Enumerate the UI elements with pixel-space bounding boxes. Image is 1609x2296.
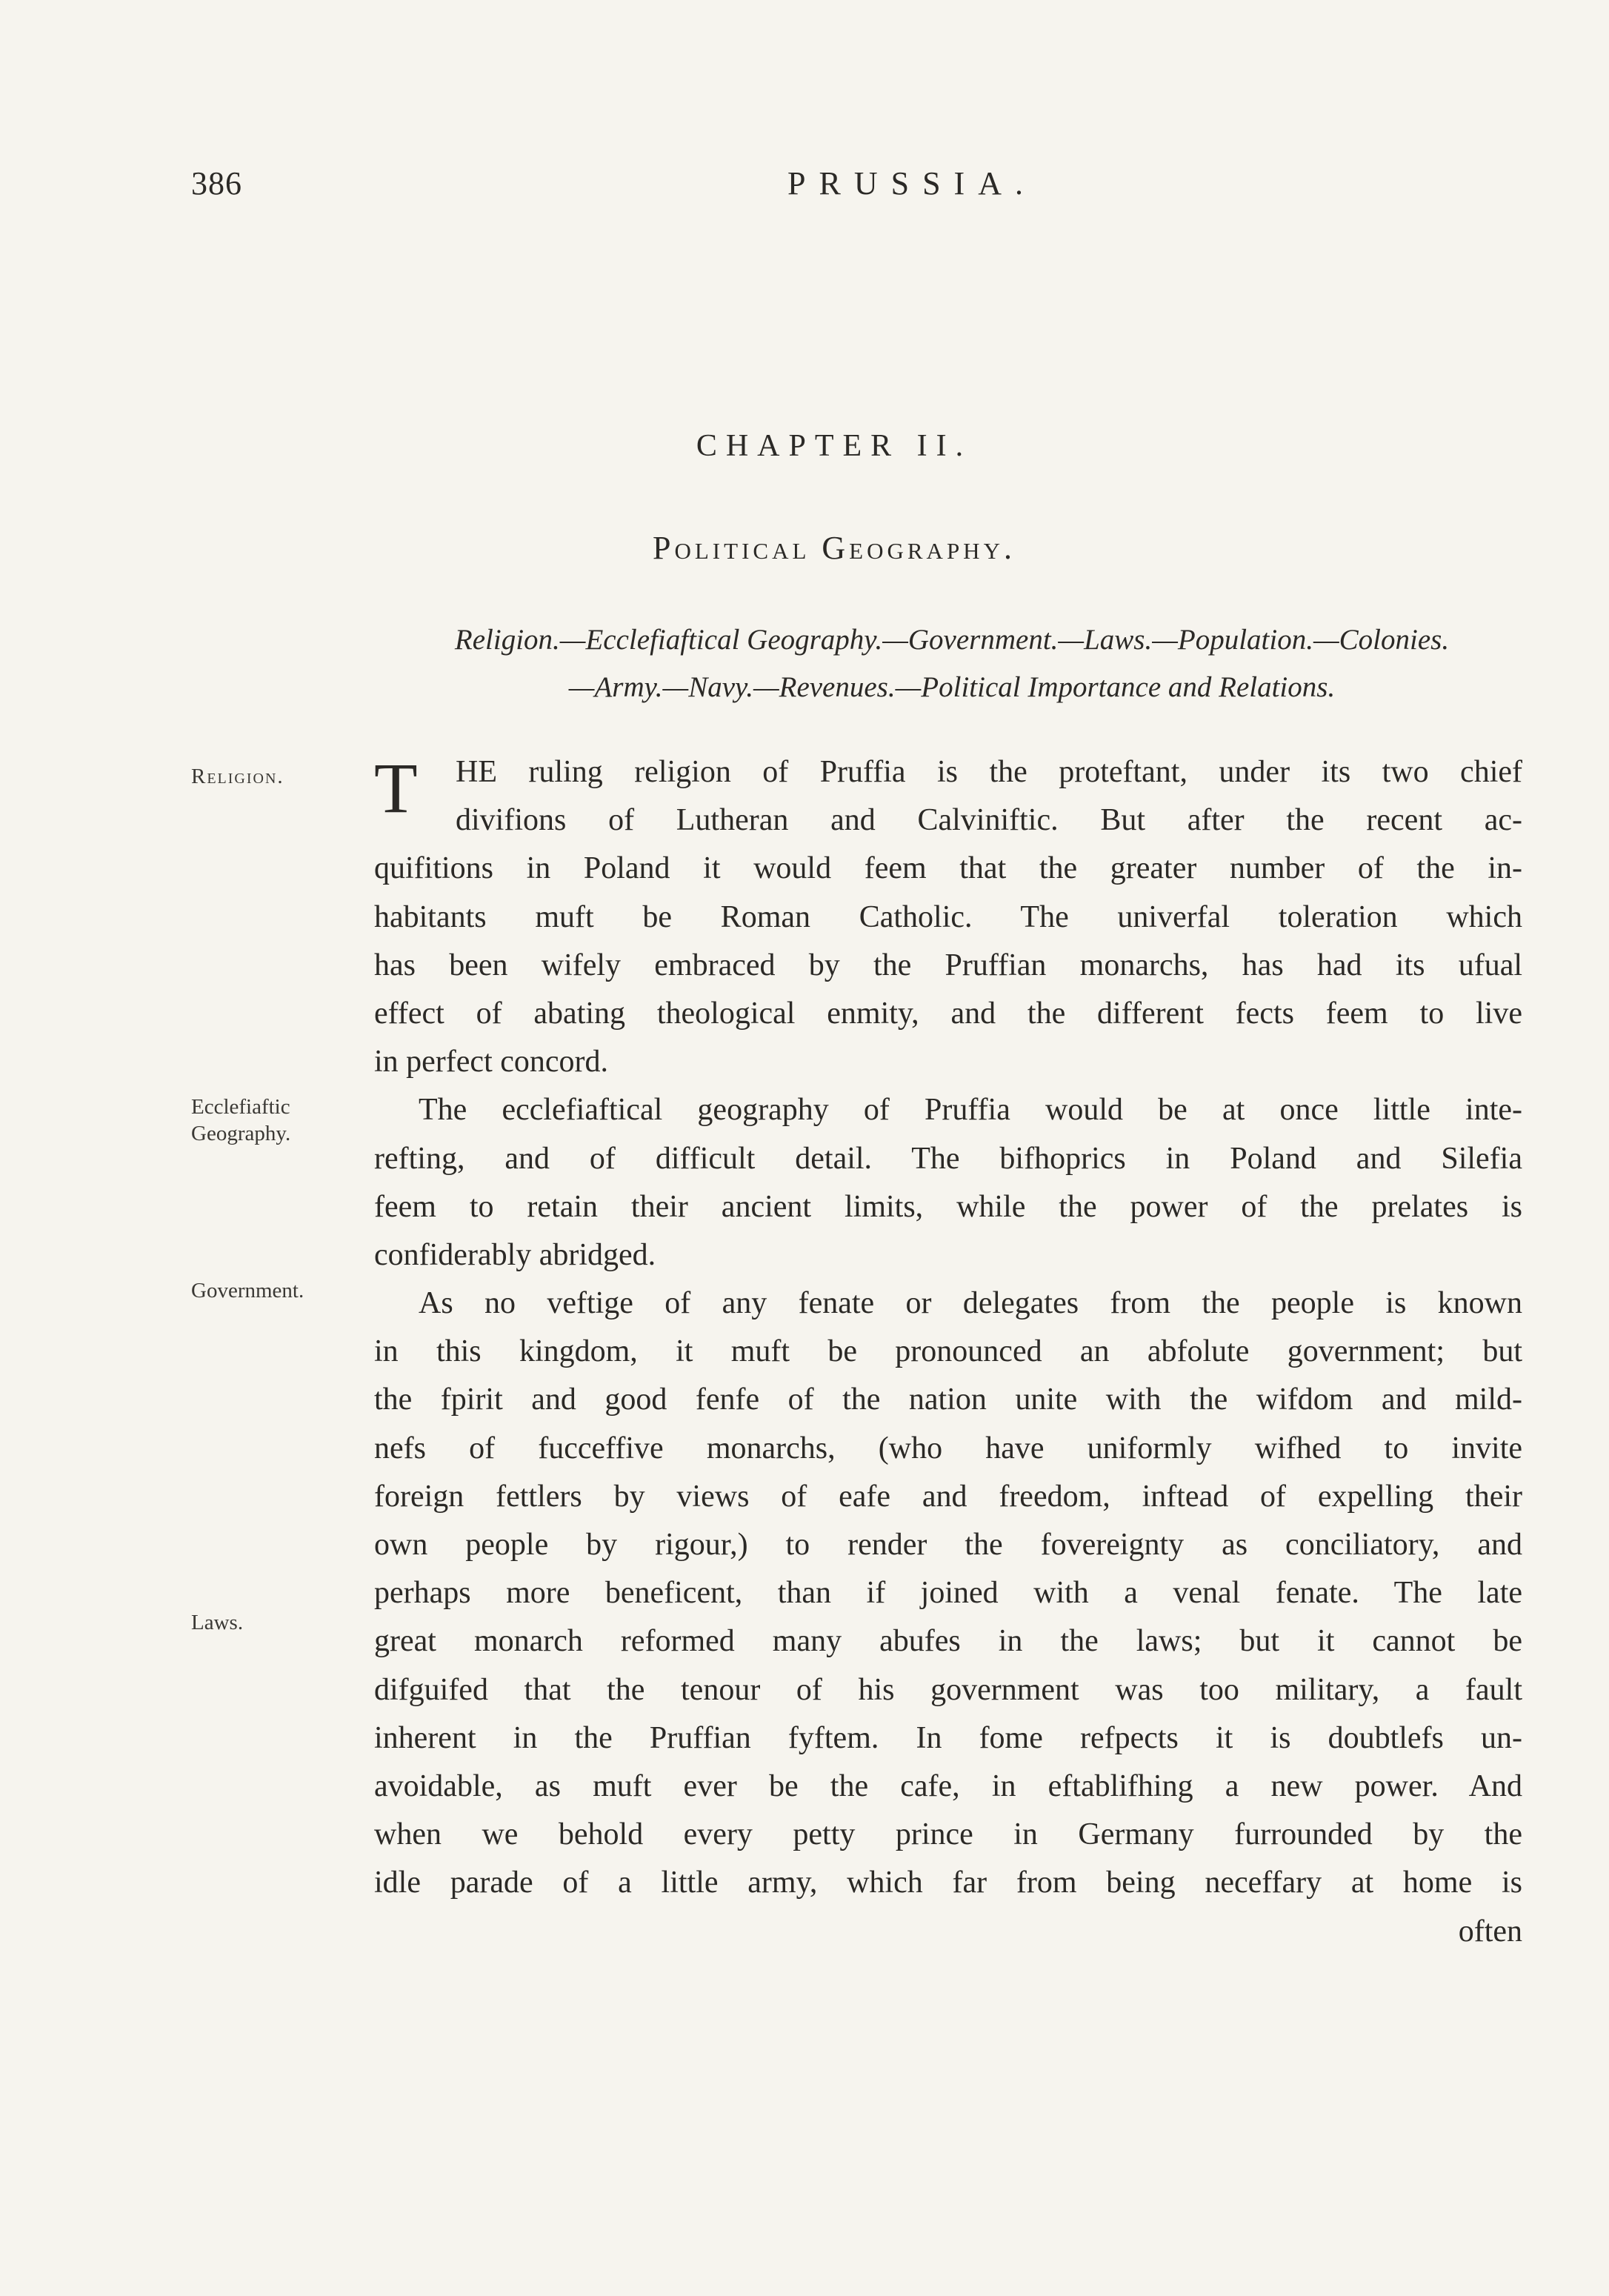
margin-note-religion: Religion. <box>191 765 284 788</box>
text-line: when we behold every petty prince in Germany furrounded by the <box>374 1817 1522 1852</box>
text-line: foreign fettlers by views of eafe and freedom, inftead of expelling their <box>374 1479 1522 1514</box>
text-line: As no veftige of any fenate or delegates from the people is known <box>419 1286 1522 1321</box>
text-line: quifitions in Poland it would feem that the greater number of the in- <box>374 851 1522 886</box>
text-line: effect of abating theological enmity, and the different fects feem to live <box>374 996 1522 1031</box>
text-line: difguifed that the tenour of his government was too military, a fault <box>374 1672 1522 1707</box>
section-title: Political Geography. <box>653 530 1016 566</box>
body-text <box>374 748 1522 1956</box>
text-line: HE ruling religion of Pruffia is the proteftant, under its two chief <box>456 755 1522 789</box>
margin-note-line: Ecclefiaftic <box>191 1095 290 1119</box>
margin-note-government: Government. <box>191 1279 304 1302</box>
text-line: avoidable, as muft ever be the cafe, in eftablifhing a new power. And <box>374 1768 1522 1803</box>
drop-cap: T <box>374 748 418 828</box>
contents-line: —Army.—Navy.—Revenues.—Political Importance and Relations. <box>568 671 1336 703</box>
text-line: in perfect concord. <box>374 1045 609 1079</box>
text-line: feem to retain their ancient limits, while the power of the prelates is <box>374 1189 1522 1224</box>
text-line: nefs of fucceffive monarchs, (who have uniformly wifhed to invite <box>374 1431 1522 1465</box>
text-line: inherent in the Pruffian fyftem. In fome refpects it is doubtlefs un- <box>374 1720 1522 1755</box>
text-line: The ecclefiaftical geography of Pruffia would be at once little inte- <box>419 1093 1522 1128</box>
chapter-heading: CHAPTER II. <box>696 429 973 463</box>
page-number: 386 <box>191 165 242 202</box>
catchword: often <box>1458 1914 1522 1949</box>
text-line: the fpirit and good fenfe of the nation unite with the wifdom and mild- <box>374 1382 1522 1417</box>
page-header <box>191 164 1525 216</box>
running-title: PRUSSIA. <box>787 165 1036 202</box>
text-line: confiderably abridged. <box>374 1237 656 1272</box>
text-line: divifions of Lutheran and Calviniftic. But after the recent ac- <box>456 803 1522 838</box>
text-line: great monarch reformed many abufes in the laws; but it cannot be <box>374 1624 1522 1659</box>
margin-note-ecclesiastic-geography <box>191 1094 369 1147</box>
text-line: idle parade of a little army, which far from being neceffary at home is <box>374 1866 1522 1900</box>
text-line: has been wifely embraced by the Pruffian monarchs, has had its ufual <box>374 948 1522 982</box>
margin-note-laws: Laws. <box>191 1611 244 1634</box>
text-line: habitants muft be Roman Catholic. The univerfal toleration which <box>374 899 1522 934</box>
contents-line: Religion.—Ecclefiaftical Geography.—Government.—Laws.—Population.—Colonies. <box>454 624 1450 656</box>
chapter-contents <box>374 616 1530 711</box>
text-line: in this kingdom, it muft be pronounced an abfolute government; but <box>374 1334 1522 1369</box>
text-line: own people by rigour,) to render the fovereignty as conciliatory, and <box>374 1528 1522 1562</box>
text-line: perhaps more beneficent, than if joined with a venal fenate. The late <box>374 1576 1522 1611</box>
margin-note-line: Geography. <box>191 1122 291 1145</box>
text-line: refting, and of difficult detail. The bifhoprics in Poland and Silefia <box>374 1141 1522 1176</box>
